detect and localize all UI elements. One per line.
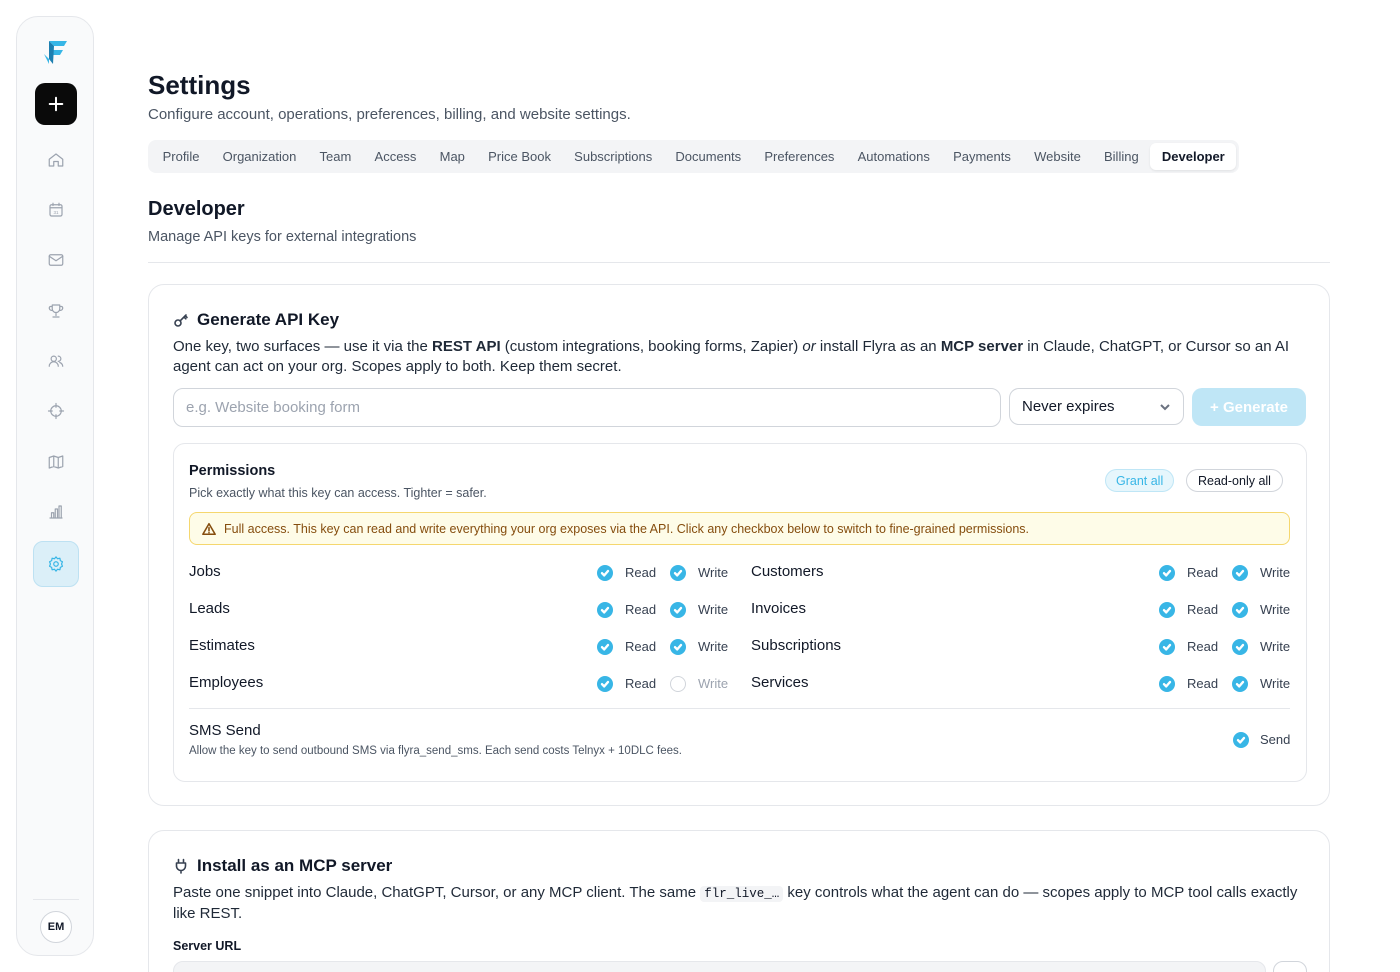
full-access-warning <box>189 512 1290 545</box>
tab-website[interactable]: Website <box>1034 149 1081 164</box>
services-write-label: Write <box>1260 676 1291 691</box>
subscriptions-write-checkbox[interactable] <box>1232 639 1248 655</box>
check-icon <box>673 605 683 615</box>
nav-rewards[interactable] <box>35 290 77 332</box>
server-url-label: Server URL <box>173 939 242 953</box>
estimates-read-checkbox[interactable] <box>597 639 613 655</box>
gear-icon <box>47 555 65 573</box>
perm-name-estimates: Estimates <box>189 637 255 654</box>
section-divider <box>148 262 1330 263</box>
flyra-logo-icon[interactable] <box>41 37 71 67</box>
estimates-read-label: Read <box>625 639 657 654</box>
chevron-down-icon <box>1159 401 1171 413</box>
plug-icon <box>173 858 189 874</box>
trophy-icon <box>47 302 65 320</box>
check-icon <box>600 568 610 578</box>
home-icon <box>47 151 65 169</box>
subscriptions-read-label: Read <box>1187 639 1219 654</box>
sms-send-label: Send <box>1260 732 1291 747</box>
read-only-all-button[interactable]: Read-only all <box>1186 469 1283 492</box>
expiry-value: Never expires <box>1022 398 1115 415</box>
sms-send-title: SMS Send <box>189 722 261 739</box>
server-url-field[interactable] <box>173 961 1266 972</box>
section-subtitle: Manage API keys for external integrations <box>148 229 417 245</box>
employees-write-checkbox[interactable] <box>670 676 686 692</box>
nav-people[interactable] <box>35 340 77 382</box>
key-name-input[interactable] <box>173 388 1001 427</box>
perm-name-subscriptions: Subscriptions <box>751 637 842 654</box>
card-title: Generate API Key <box>197 310 340 329</box>
svg-text:31: 31 <box>53 209 59 215</box>
subscriptions-write-label: Write <box>1260 639 1291 654</box>
leads-write-label: Write <box>698 602 729 617</box>
customers-read-checkbox[interactable] <box>1159 565 1175 581</box>
services-read-label: Read <box>1187 676 1219 691</box>
estimates-write-checkbox[interactable] <box>670 639 686 655</box>
employees-read-checkbox[interactable] <box>597 676 613 692</box>
warning-text: Full access. This key can read and write everything your org exposes via the API. Click any checkbox below to switch to fine-grained permissions. <box>224 521 1030 536</box>
permissions-subtitle: Pick exactly what this key can access. Tighter = safer. <box>189 486 487 500</box>
key-icon <box>173 312 189 328</box>
perm-name-customers: Customers <box>751 563 824 580</box>
perm-name-employees: Employees <box>189 674 264 691</box>
customers-read-label: Read <box>1187 565 1219 580</box>
check-icon <box>1162 679 1172 689</box>
calendar-icon <box>47 201 65 219</box>
mcp-server-card <box>148 830 1330 972</box>
card-description: Paste one snippet into Claude, ChatGPT, Cursor, or any MCP client. The same flr_live_… key controls what the agent can do — scopes apply to MCP tool calls exactly like REST. <box>173 884 1298 922</box>
tab-access[interactable]: Access <box>374 149 417 164</box>
leads-read-label: Read <box>625 602 657 617</box>
key-prefix-code: flr_live_… <box>700 886 783 902</box>
card-header <box>173 310 339 330</box>
sms-send-subtitle: Allow the key to send outbound SMS via flyra_send_sms. Each send costs Telnyx + 10DLC fees. <box>189 745 682 757</box>
nav-settings[interactable] <box>33 541 79 587</box>
subscriptions-read-checkbox[interactable] <box>1159 639 1175 655</box>
tab-price-book[interactable]: Price Book <box>488 149 551 164</box>
perm-name-invoices: Invoices <box>751 600 807 617</box>
services-write-checkbox[interactable] <box>1232 676 1248 692</box>
tab-automations[interactable]: Automations <box>857 149 930 164</box>
generate-api-key-card <box>148 284 1330 806</box>
tab-team[interactable]: Team <box>319 149 352 164</box>
perm-name-leads: Leads <box>189 600 230 617</box>
card-header <box>173 856 392 876</box>
nav-calendar[interactable] <box>35 189 77 231</box>
estimates-write-label: Write <box>698 639 729 654</box>
card-description: One key, two surfaces — use it via the REST API (custom integrations, booking forms, Zapier) or install Flyra as an MCP server in Claude, ChatGPT, or Cursor so an AI agent can act on your org. Scopes apply to both. Keep them secret. <box>173 338 1290 375</box>
crosshair-icon <box>47 402 65 420</box>
check-icon <box>1235 679 1245 689</box>
tab-billing[interactable]: Billing <box>1104 149 1139 164</box>
tab-subscriptions[interactable]: Subscriptions <box>574 149 653 164</box>
expiry-select[interactable] <box>1009 388 1184 425</box>
nav-inbox[interactable] <box>35 239 77 281</box>
check-icon <box>673 568 683 578</box>
customers-write-label: Write <box>1260 565 1291 580</box>
mail-icon <box>47 251 65 269</box>
employees-read-label: Read <box>625 676 657 691</box>
invoices-read-checkbox[interactable] <box>1159 602 1175 618</box>
invoices-read-label: Read <box>1187 602 1219 617</box>
permissions-panel <box>173 443 1307 782</box>
tab-preferences[interactable]: Preferences <box>764 149 835 164</box>
jobs-write-label: Write <box>698 565 729 580</box>
nav-reports[interactable] <box>35 491 77 533</box>
check-icon <box>600 679 610 689</box>
card-title: Install as an MCP server <box>197 856 393 875</box>
sidebar <box>16 16 94 956</box>
copy-button[interactable] <box>1273 961 1307 972</box>
page-subtitle: Configure account, operations, preferences, billing, and website settings. <box>148 106 631 123</box>
tab-map[interactable]: Map <box>439 149 465 164</box>
tab-documents[interactable]: Documents <box>675 149 742 164</box>
customers-write-checkbox[interactable] <box>1232 565 1248 581</box>
leads-read-checkbox[interactable] <box>597 602 613 618</box>
sms-send-checkbox[interactable] <box>1233 732 1249 748</box>
check-icon <box>1236 735 1246 745</box>
nav-map[interactable] <box>35 441 77 483</box>
check-icon <box>673 642 683 652</box>
warning-icon <box>202 522 216 536</box>
leads-write-checkbox[interactable] <box>670 602 686 618</box>
check-icon <box>1162 568 1172 578</box>
tab-developer[interactable]: Developer <box>1150 143 1236 170</box>
check-icon <box>600 605 610 615</box>
check-icon <box>1162 605 1172 615</box>
nav-home[interactable] <box>35 139 77 181</box>
tab-profile[interactable]: Profile <box>162 149 200 164</box>
perm-name-services: Services <box>751 674 809 691</box>
employees-write-label: Write <box>698 676 729 691</box>
services-read-checkbox[interactable] <box>1159 676 1175 692</box>
check-icon <box>1235 605 1245 615</box>
tab-organization[interactable]: Organization <box>222 149 297 164</box>
jobs-write-checkbox[interactable] <box>670 565 686 581</box>
nav-dispatch[interactable] <box>35 390 77 432</box>
perm-name-jobs: Jobs <box>189 563 221 580</box>
check-icon <box>1162 642 1172 652</box>
user-avatar[interactable]: EM <box>40 911 72 943</box>
grant-all-button[interactable]: Grant all <box>1105 469 1174 492</box>
page-title: Settings <box>148 70 251 100</box>
plus-icon <box>47 95 65 113</box>
check-icon <box>600 642 610 652</box>
invoices-write-label: Write <box>1260 602 1291 617</box>
generate-button[interactable]: + Generate <box>1192 388 1306 426</box>
permissions-title: Permissions <box>189 463 276 479</box>
tab-payments[interactable]: Payments <box>953 149 1011 164</box>
check-icon <box>1235 568 1245 578</box>
bar-chart-icon <box>47 503 65 521</box>
jobs-read-label: Read <box>625 565 657 580</box>
permissions-divider <box>189 708 1290 709</box>
sidebar-divider <box>33 899 79 900</box>
jobs-read-checkbox[interactable] <box>597 565 613 581</box>
create-new-button[interactable] <box>35 83 77 125</box>
section-title: Developer <box>148 198 245 220</box>
map-icon <box>47 453 65 471</box>
settings-tabs <box>148 140 1239 173</box>
invoices-write-checkbox[interactable] <box>1232 602 1248 618</box>
check-icon <box>1235 642 1245 652</box>
users-icon <box>47 352 65 370</box>
